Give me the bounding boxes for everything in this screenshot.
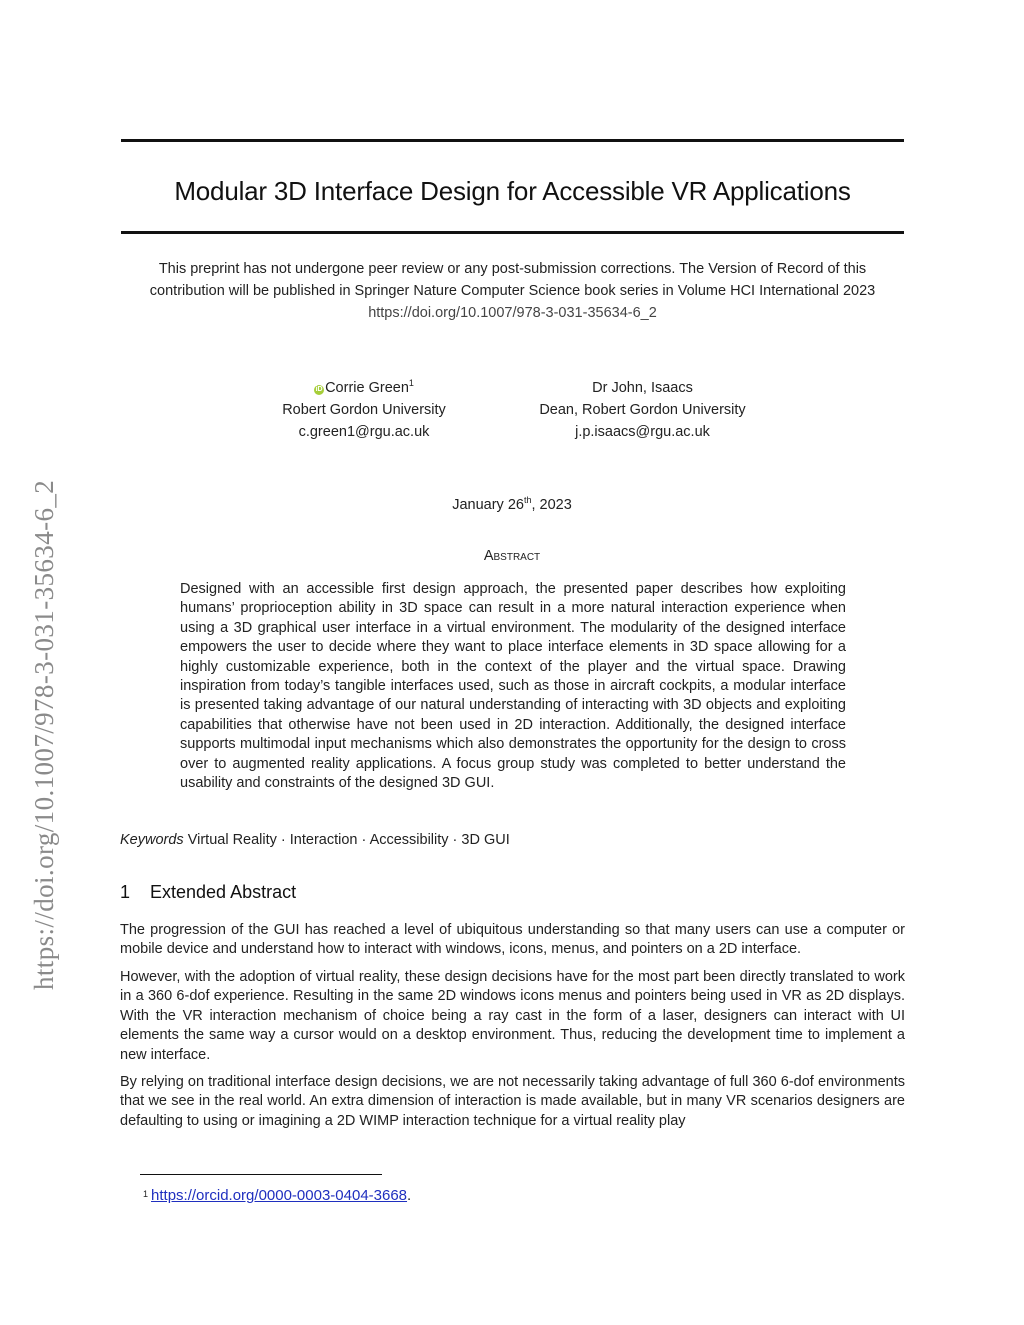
section-number: 1 (120, 882, 131, 902)
preprint-doi-link[interactable]: https://doi.org/10.1007/978-3-031-35634-6_2 (368, 305, 657, 321)
date-year: , 2023 (531, 496, 572, 513)
body-paragraph: The progression of the GUI has reached a level of ubiquitous understanding so that many users can use a computer or mobile device and understand how to interact with windows, icons, menus, and pointers on a 2D interface. (120, 922, 905, 958)
footnote-mark: 1 (408, 378, 414, 388)
section-title: Extended Abstract (150, 882, 297, 902)
author-block-1 (254, 372, 474, 443)
author-block-2 (510, 377, 775, 443)
title-top-rule (121, 139, 904, 142)
body-paragraph: By relying on traditional interface design decisions, we are not necessarily taking advantage of full 360 6-dof environments that we see in the real world. An extra dimension of interaction is made available, but in many VR scenarios designers are defaulting to using or imagining a 2D WIMP interaction technique for a virtual reality play (120, 1074, 905, 1129)
body-paragraph: However, with the adoption of virtual reality, these design decisions have for the most part been directly translated to work in a 360 6-dof experience. Resulting in the same 2D windows icons menus and pointers being used in VR as 2D displays. With the VR interaction mechanism of choice being a ray cast in the form of a laser, designers can interact with UI elements the same way a cursor would on a desktop environment. Thus, reducing the development time to implement a new interface. (120, 969, 905, 1063)
footnote-trail: . (407, 1187, 412, 1204)
footnote (143, 1187, 411, 1204)
date-ordinal: th (523, 495, 532, 505)
section-heading (120, 882, 296, 903)
author-affiliation: Dean, Robert Gordon University (539, 402, 746, 418)
title-bottom-rule (121, 231, 904, 234)
abstract-heading: Abstract (483, 548, 541, 564)
author-email: c.green1@rgu.ac.uk (298, 423, 430, 440)
publication-date (380, 495, 644, 513)
keywords-label: Keywords (120, 832, 184, 848)
paper-title: Modular 3D Interface Design for Accessible VR Applications (174, 176, 851, 206)
author-affiliation: Robert Gordon University (282, 401, 446, 418)
footnote-rule (140, 1174, 382, 1175)
abstract-body: Designed with an accessible first design approach, the presented paper describes how exploiting humans’ proprioception ability in 3D space can result in a more natural interaction experience when using a 3D graphical user interface in a virtual environment. The modularity of the designed interface empowers the user to decide where they want to place interface elements in 3D space allowing for a highly customizable experience, both in the context of the player and the virtual space. Drawing inspiration from today’s tangible interfaces used, such as those in aircraft cockpits, a modular interface is presented taking advantage of our natural understanding of interacting with 3D objects and exploiting capabilities that otherwise have not been used in 2D interaction. Additionally, the designed interface supports multimodal input mechanisms which also demonstrates the opportunity for the design to cross over to augmented reality applications. A focus group study was completed to better understand the usability and constraints of the designed 3D GUI. (180, 581, 846, 792)
date-day: January 26 (452, 496, 524, 513)
author-email: j.p.isaacs@rgu.ac.uk (575, 424, 710, 440)
author-name-row (254, 372, 474, 399)
author-name: Corrie Green (325, 379, 409, 396)
keywords-text: Virtual Reality · Interaction · Accessibility · 3D GUI (187, 832, 510, 848)
orcid-icon[interactable]: iD (315, 385, 323, 393)
orcid-link[interactable]: https://orcid.org/0000-0003-0404-3668 (151, 1187, 408, 1204)
preprint-notice (110, 258, 915, 324)
author-name: Dr John, Isaacs (592, 380, 693, 396)
preprint-line-2: contribution will be published in Springer Nature Computer Science book series in Volume HCI International 2023 (149, 283, 876, 299)
preprint-line-1: This preprint has not undergone peer review or any post-submission corrections. The Version of Record of this (158, 261, 867, 277)
doi-side-stamp: https://doi.org/10.1007/978-3-031-35634-6_2 (29, 479, 59, 990)
footnote-number: 1 (143, 1189, 149, 1199)
keywords-line (120, 832, 510, 848)
